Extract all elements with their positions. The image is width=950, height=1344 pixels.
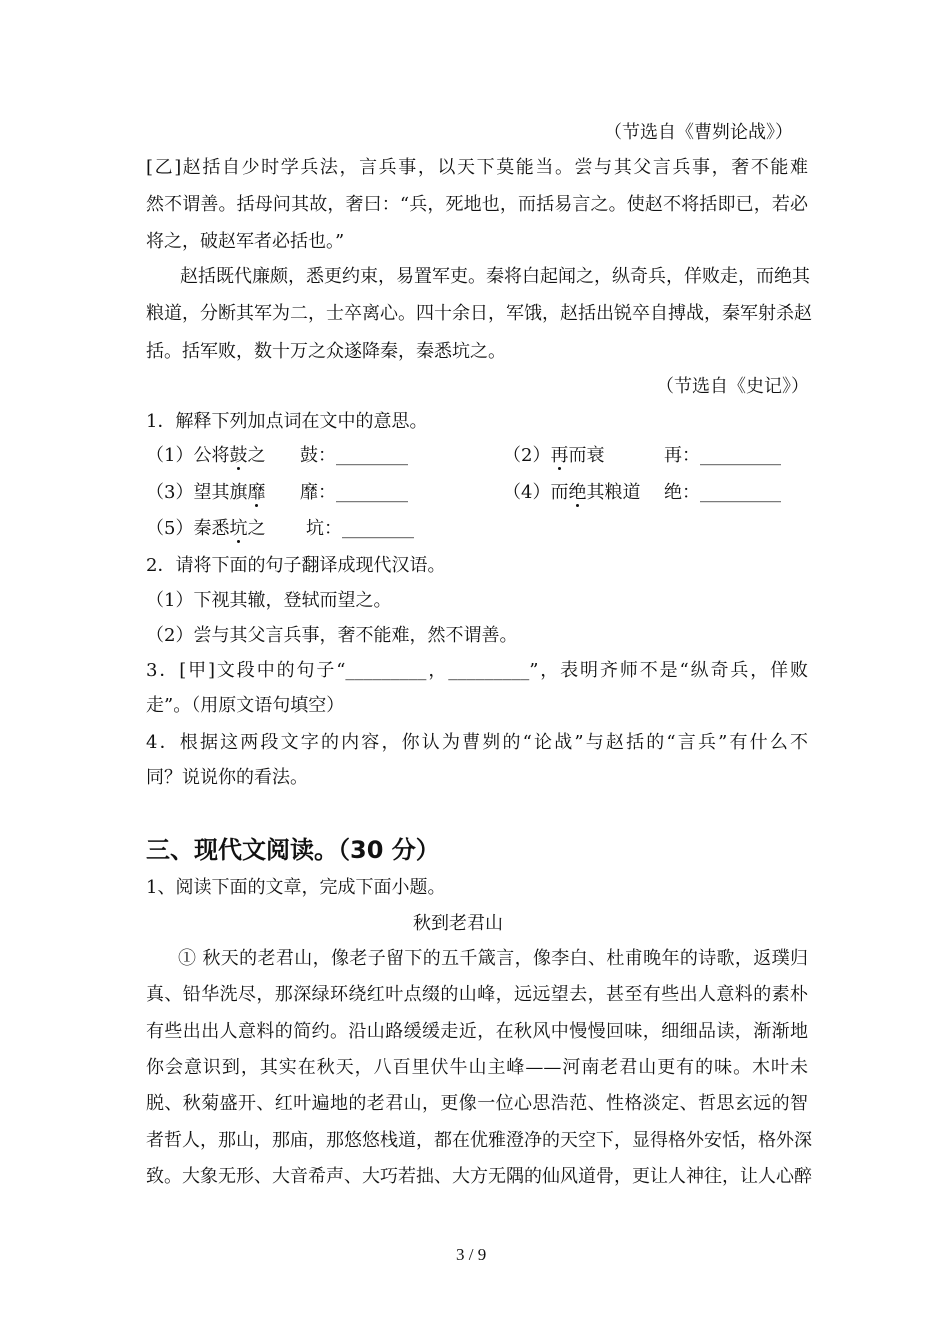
emphasis-dot: 鼓 [229, 445, 248, 466]
question-4-line-1: 4．根据这两段文字的内容，你认为曹刿的“论战”与赵括的“言兵”有什么不 [146, 732, 808, 753]
q1-item-4: （4）而绝其粮道 [503, 482, 641, 503]
q1-answer-4: 绝：_________ [664, 482, 781, 503]
passage-yi-line-2: 然不谓善。括母问其故，奢曰：“兵，死地也，而括易言之。使赵不将括即已，若必 [146, 194, 808, 215]
q1-answer-3: 靡：________ [300, 482, 408, 503]
q1-answer-5: 坑：________ [306, 518, 414, 539]
article-line-4: 你会意识到，其实在秋天，八百里伏牛山主峰——河南老君山更有的味。木叶未 [146, 1057, 808, 1078]
question-3-line-1: 3．[甲]文段中的句子“_________，_________”，表明齐师不是“纵奇兵，佯败 [146, 660, 808, 681]
article-line-2: 真、铅华洗尽，那深绿环绕红叶点缀的山峰，远远望去，甚至有些出人意料的素朴 [146, 984, 808, 1005]
question-2-title: 2．请将下面的句子翻译成现代汉语。 [146, 555, 446, 576]
emphasis-dot: 绝 [568, 482, 587, 503]
q1-answer-1: 鼓：________ [300, 445, 408, 466]
article-line-6: 者哲人，那山，那庙，那悠悠栈道，都在优雅澄净的天空下，显得格外安恬，格外深 [146, 1130, 812, 1151]
passage-yi-line-3: 将之，破赵军者必括也。” [146, 231, 345, 252]
passage-yi-line-1: [乙]赵括自少时学兵法，言兵事，以天下莫能当。尝与其父言兵事，奢不能难 [146, 157, 808, 178]
source-shiji: （节选自《史记》） [656, 376, 809, 397]
emphasis-dot: 再 [550, 445, 569, 466]
question-3-line-2: 走”。（用原文语句填空） [146, 695, 345, 716]
section-3-instruction: 1、阅读下面的文章，完成下面小题。 [146, 877, 446, 898]
q1-item-5: （5）秦悉坑之 [146, 518, 266, 539]
passage-yi-line-6: 括。括军败，数十万之众遂降秦，秦悉坑之。 [146, 341, 506, 362]
q2-item-2: （2）尝与其父言兵事，奢不能难，然不谓善。 [146, 625, 518, 646]
article-title: 秋到老君山 [413, 913, 503, 934]
q1-item-1: （1）公将鼓之 [146, 445, 266, 466]
passage-yi-line-4: 赵括既代廉颇，悉更约束，易置军吏。秦将白起闻之，纵奇兵，佯败走，而绝其 [180, 266, 810, 287]
emphasis-dot: 坑 [229, 518, 248, 539]
q2-item-1: （1）下视其辙，登轼而望之。 [146, 590, 392, 611]
question-4-line-2: 同？说说你的看法。 [146, 767, 308, 788]
source-caozhou: （节选自《曹刿论战》） [604, 122, 793, 143]
article-line-1: ① 秋天的老君山，像老子留下的五千箴言，像李白、杜甫晚年的诗歌，返璞归 [178, 948, 808, 969]
q1-answer-2: 再：_________ [664, 445, 781, 466]
article-line-7: 致。大象无形、大音希声、大巧若拙、大方无隅的仙风道骨，更让人神往，让人心醉 [146, 1166, 812, 1187]
question-1-title: 1．解释下列加点词在文中的意思。 [146, 411, 428, 432]
emphasis-dot: 靡 [247, 482, 266, 503]
passage-yi-line-5: 粮道，分断其军为二，士卒离心。四十余日，军饿，赵括出锐卒自搏战，秦军射杀赵 [146, 303, 812, 324]
q1-item-2: （2）再而衰 [503, 445, 605, 466]
section-3-heading: 三、现代文阅读。（30 分） [146, 836, 440, 864]
q1-item-3: （3）望其旗靡 [146, 482, 266, 503]
article-line-3: 有些出出人意料的简约。沿山路缓缓走近，在秋风中慢慢回味，细细品读，渐渐地 [146, 1021, 808, 1042]
page-number: 3 / 9 [456, 1245, 487, 1264]
article-line-5: 脱、秋菊盛开、红叶遍地的老君山，更像一位心思浩范、性格淡定、哲思玄远的智 [146, 1093, 808, 1114]
